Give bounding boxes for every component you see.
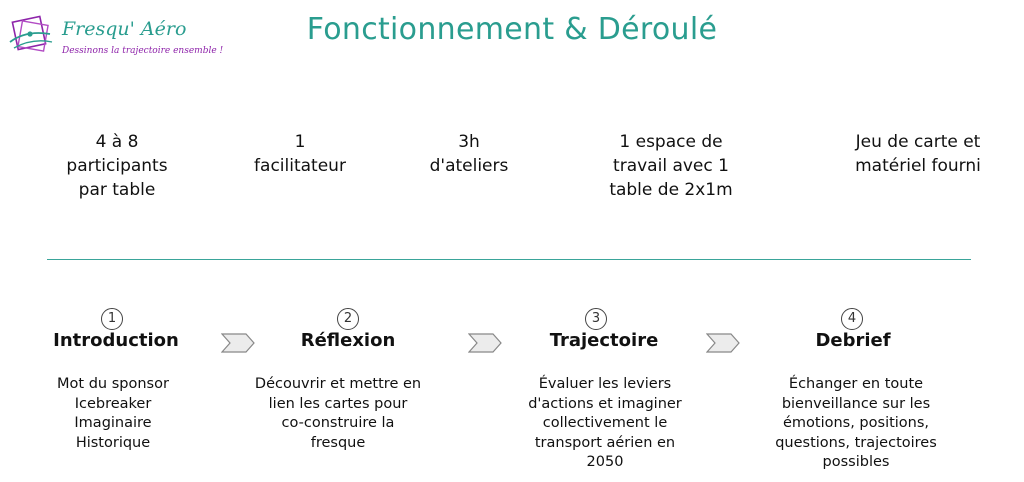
step-title-reflexion: Réflexion (300, 330, 396, 351)
step-line: 2050 (586, 454, 624, 470)
fact-workspace (586, 130, 756, 202)
step-line: fresque (310, 434, 366, 451)
fact-line: d'ateliers (429, 156, 509, 176)
step-line: émotions, positions, (782, 415, 930, 431)
fact-participants (42, 130, 192, 202)
fact-line: table de 2x1m (609, 180, 733, 200)
step-description-3 (505, 375, 705, 473)
page-title: Fonctionnement & Déroulé (306, 12, 718, 47)
fact-facilitator (225, 130, 375, 178)
fact-line: facilitateur (254, 156, 346, 176)
step-title-trajectoire: Trajectoire (549, 330, 659, 351)
step-number-3: 3 (585, 308, 607, 330)
step-number-2: 2 (337, 308, 359, 330)
chevron-right-icon (706, 333, 740, 353)
step-line: lien les cartes pour (268, 395, 408, 412)
chevron-right-icon (468, 333, 502, 353)
logo-tagline: Dessinons la trajectoire ensemble ! (62, 46, 224, 56)
step-description-4 (750, 375, 962, 473)
fact-line: 1 espace de (619, 132, 723, 152)
step-line: bienveillance sur les (781, 395, 931, 412)
step-line: questions, trajectoires (775, 434, 937, 451)
step-line: Découvrir et mettre en (254, 376, 422, 392)
step-line: Icebreaker (74, 395, 152, 412)
step-line: Mot du sponsor (57, 376, 169, 392)
step-line: Évaluer les leviers (538, 376, 672, 392)
fact-line: par table (78, 180, 156, 200)
fact-line: participants (66, 156, 168, 176)
fact-duration (394, 130, 544, 178)
step-number-1: 1 (101, 308, 123, 330)
fact-materials (828, 130, 1008, 178)
step-line: Imaginaire (74, 415, 152, 431)
fact-line: 1 (294, 132, 306, 152)
step-line: possibles (822, 454, 890, 470)
section-divider (47, 259, 971, 260)
step-line: collectivement le (542, 415, 668, 431)
step-description-1 (28, 375, 198, 453)
fact-line: travail avec 1 (613, 156, 729, 176)
step-line: co-construire la (281, 415, 395, 431)
fact-line: 3h (458, 132, 480, 152)
chevron-right-icon (221, 333, 255, 353)
step-line: Échanger en toute (788, 376, 924, 392)
step-line: transport aérien en (534, 434, 676, 451)
fact-line: 4 à 8 (95, 132, 139, 152)
step-line: Historique (75, 434, 151, 451)
step-title-introduction: Introduction (53, 330, 179, 351)
step-number-4: 4 (841, 308, 863, 330)
fact-line: Jeu de carte et (855, 132, 981, 152)
logo-name: Fresqu' Aéro (62, 18, 187, 40)
step-title-debrief: Debrief (815, 330, 891, 351)
step-description-2 (238, 375, 438, 453)
fact-line: matériel fourni (855, 156, 981, 176)
step-line: d'actions et imaginer (528, 395, 682, 412)
